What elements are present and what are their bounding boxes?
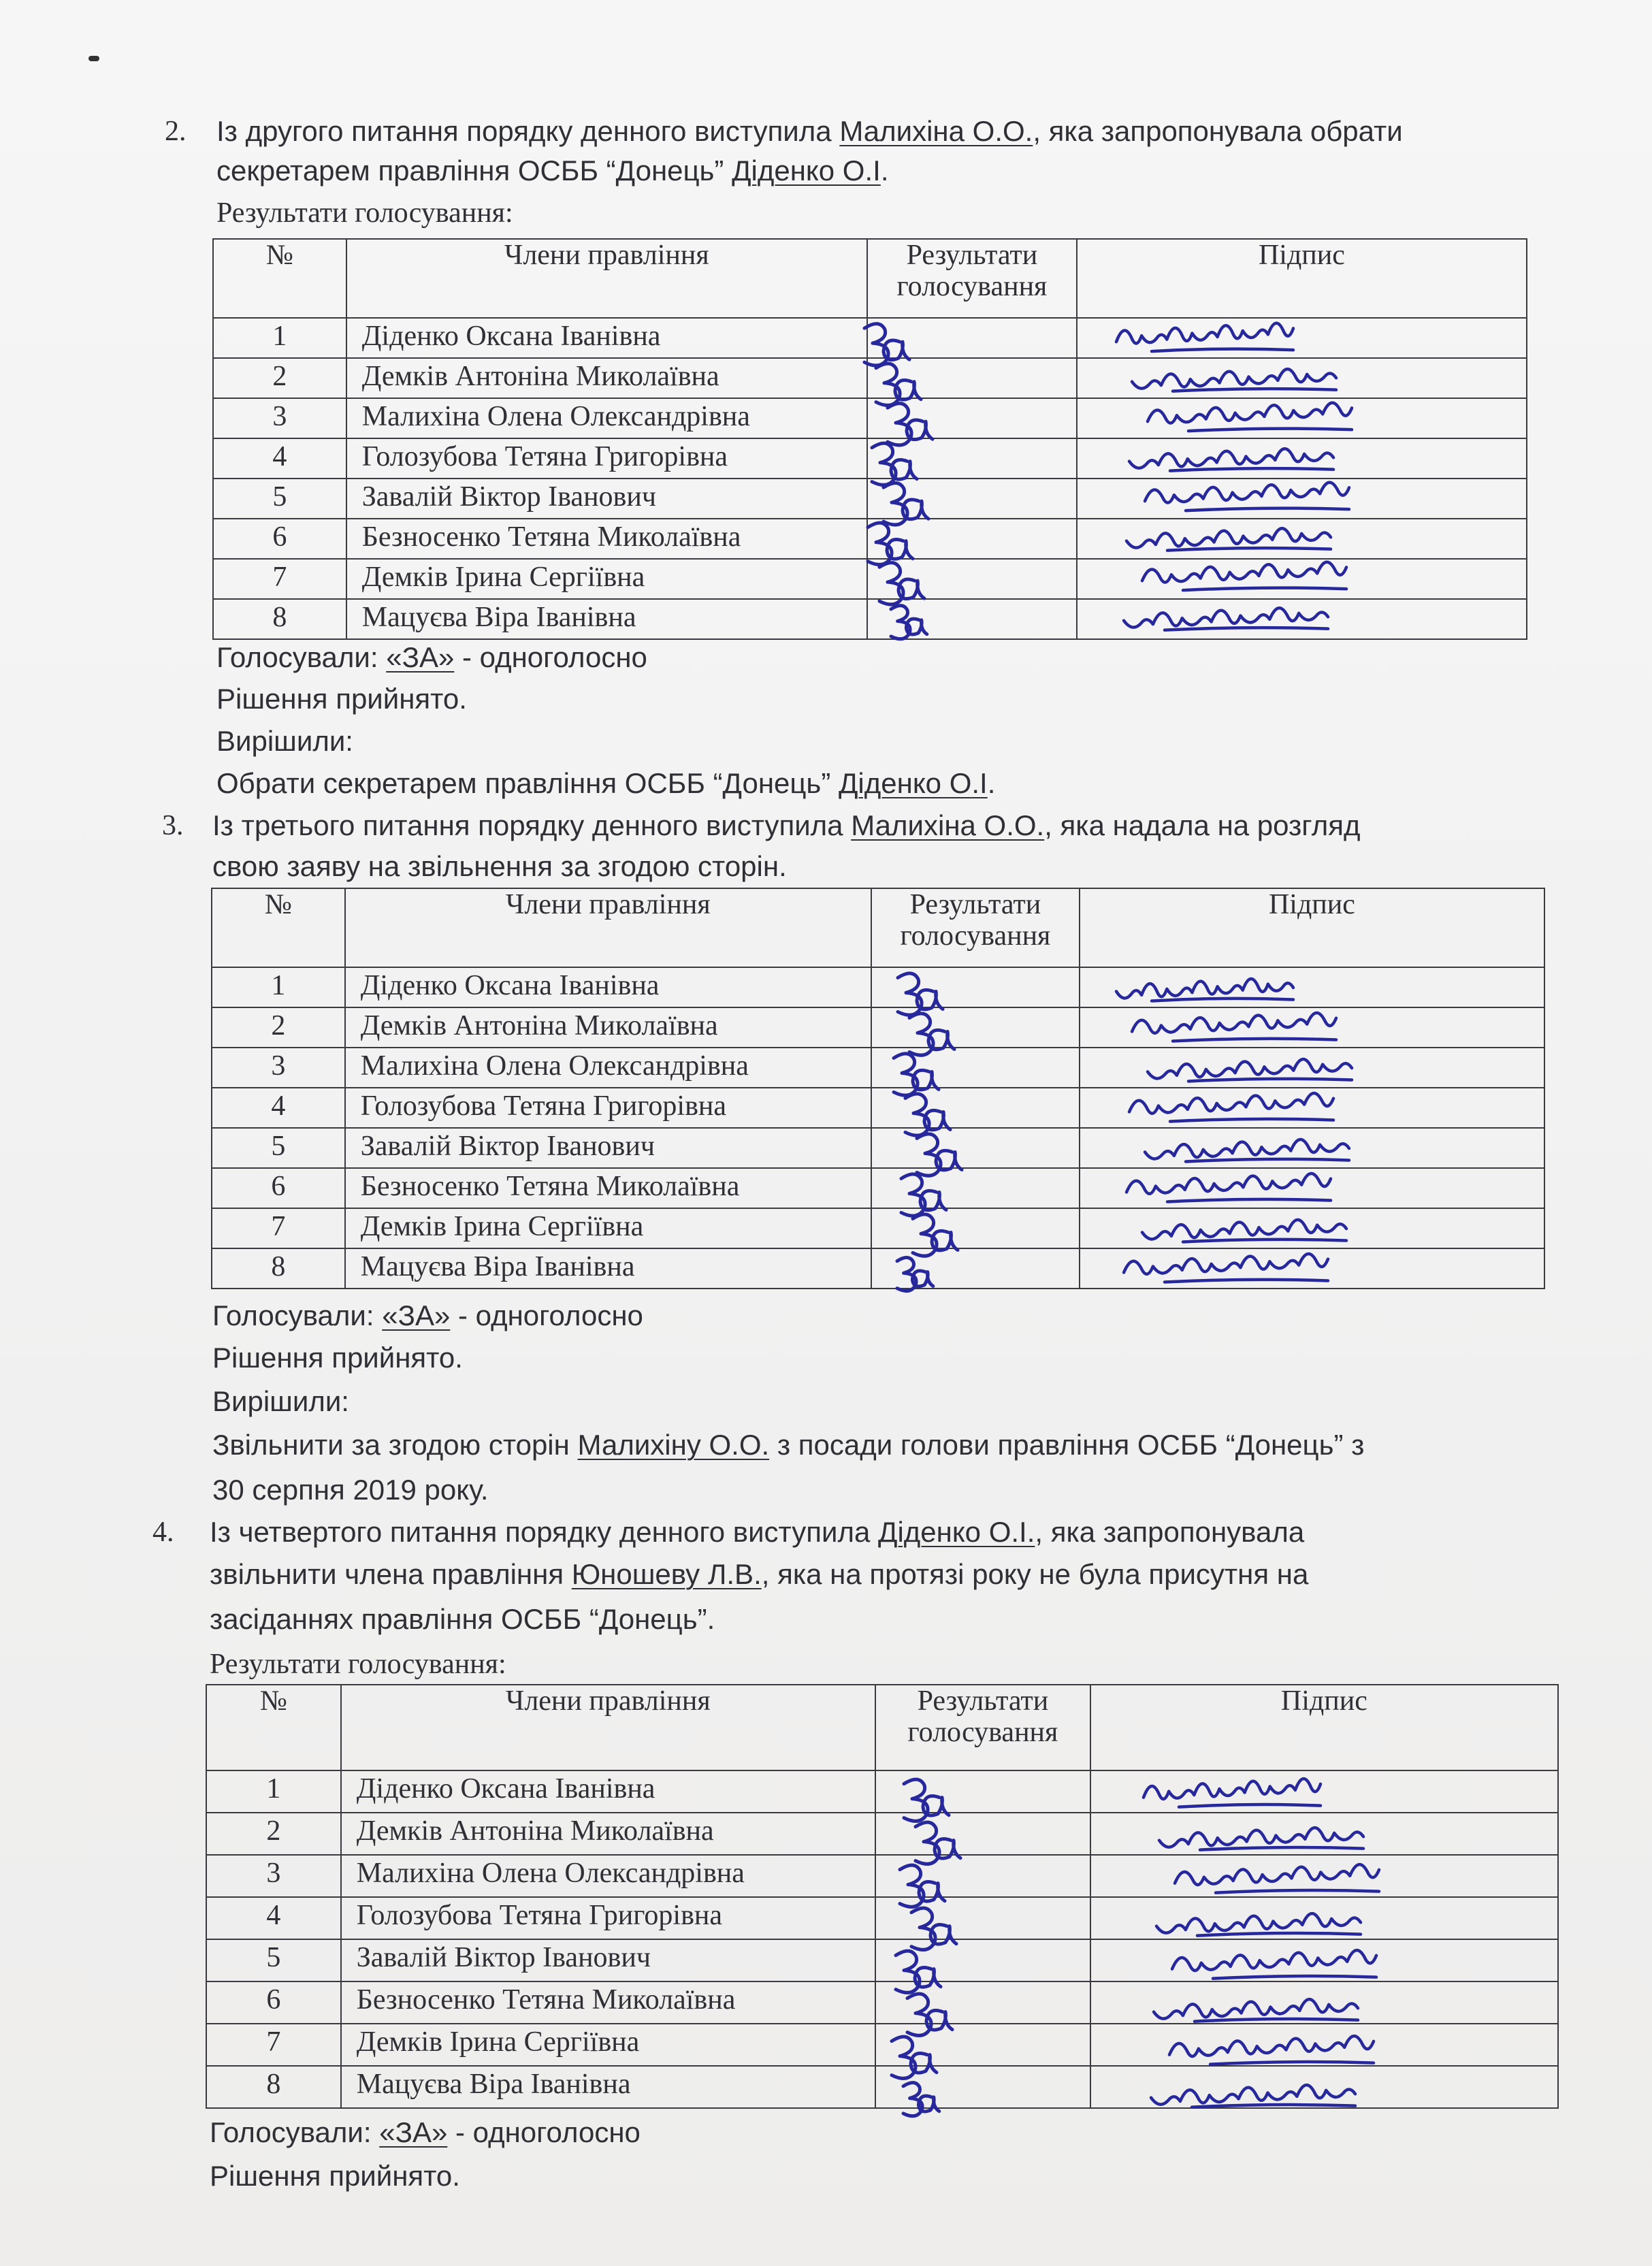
signature-scribble <box>1116 323 1293 351</box>
signature-scribble <box>1145 1139 1349 1161</box>
signature-scribble <box>1129 1093 1333 1121</box>
section-2-line-1: Із другого питання порядку денного виступила Малихіна О.О., яка запропонувала обрати <box>216 115 1403 147</box>
section-3-line-1: Із третього питання порядку денного виступила Малихіна О.О., яка надала на розгляд <box>212 809 1361 841</box>
signature-scribble <box>1156 1913 1361 1935</box>
table-row: 1 Діденко Оксана Іванівна <box>206 1770 1558 1813</box>
za-vote-mark <box>907 1994 952 2035</box>
signature-scribble <box>1129 449 1333 470</box>
resolved-label: Вирішили: <box>216 725 353 757</box>
signature-scribble <box>1148 1059 1352 1081</box>
za-vote-mark <box>864 324 909 366</box>
resolved-label: Вирішили: <box>212 1385 349 1417</box>
za-vote-mark <box>903 2083 939 2116</box>
resolution-line-2: 30 серпня 2019 року. <box>212 1474 489 1506</box>
section-4-line-1: Із четвертого питання порядку денного виступила Діденко О.І., яка запропонувала <box>210 1516 1305 1548</box>
section-4-line-3: засіданнях правління ОСББ “Донець”. <box>210 1603 715 1635</box>
za-vote-mark <box>891 606 927 639</box>
section-2-line-2: секретарем правління ОСББ “Донець” Діденко О.І. <box>216 155 889 187</box>
table-row: 4 Голозубова Тетяна Григорівна <box>206 1897 1558 1939</box>
table-row: 6 Безносенко Тетяна Миколаївна <box>212 1168 1544 1208</box>
za-vote-mark <box>898 973 943 1015</box>
header-signature: Підпис <box>1077 239 1527 318</box>
header-members: Члени правління <box>345 888 871 967</box>
table-row: 6 Безносенко Тетяна Миколаївна <box>206 1981 1558 2024</box>
za-vote-mark <box>897 1257 933 1291</box>
table-row: 8 Мацуєва Віра Іванівна <box>212 1248 1544 1289</box>
signature-scribble <box>1142 1220 1346 1242</box>
za-vote-mark <box>909 1014 954 1055</box>
resolution-line-1: Звільнити за згодою сторін Малихіну О.О. з посади голови правління ОСББ “Донець” з <box>212 1429 1365 1461</box>
za-vote-mark <box>913 1214 958 1256</box>
za-vote-mark <box>904 1779 949 1821</box>
table-row: 5 Завалій Віктор Іванович <box>213 479 1527 519</box>
header-results: Результати голосування <box>871 888 1080 967</box>
signature-scribble <box>1124 1254 1328 1282</box>
table-row: 7 Демків Ірина Сергіївна <box>212 1208 1544 1248</box>
voted-line: Голосували: «ЗА» - одноголосно <box>210 2116 641 2148</box>
signature-scribble <box>1127 528 1331 550</box>
table-row: 3 Малихіна Олена Олександрівна <box>206 1855 1558 1897</box>
table-row: 7 Демків Ірина Сергіївна <box>206 2024 1558 2066</box>
signature-scribble <box>1116 979 1293 1001</box>
header-members: Члени правління <box>346 239 867 318</box>
table-row: 6 Безносенко Тетяна Миколаївна <box>213 519 1527 559</box>
results-label: Результати голосування: <box>216 197 513 229</box>
header-signature: Підпис <box>1090 1685 1558 1770</box>
table-row: 2 Демків Антоніна Миколаївна <box>213 358 1527 398</box>
za-vote-mark <box>888 404 933 445</box>
signature-scribble <box>1154 1999 1358 2021</box>
table-row: 2 Демків Антоніна Миколаївна <box>212 1007 1544 1048</box>
za-vote-mark <box>872 443 917 485</box>
table-row: 1 Діденко Оксана Іванівна <box>212 967 1544 1007</box>
table-row: 2 Демків Антоніна Миколаївна <box>206 1813 1558 1855</box>
signature-scribble <box>1142 562 1346 590</box>
header-signature: Підпис <box>1080 888 1544 967</box>
section-4-number: 4. <box>152 1517 174 1548</box>
table-row: 7 Демків Ірина Сергіївна <box>213 559 1527 599</box>
table-row: 1 Діденко Оксана Іванівна <box>213 318 1527 358</box>
signature-scribble <box>1169 2036 1374 2064</box>
table-row: 4 Голозубова Тетяна Григорівна <box>213 438 1527 479</box>
signature-scribble <box>1159 1828 1363 1849</box>
section-3-line-2: свою заяву на звільнення за згодою сторін. <box>212 850 787 882</box>
za-vote-mark <box>917 1134 962 1176</box>
signature-scribble <box>1132 1013 1336 1041</box>
table-row: 3 Малихіна Олена Олександрівна <box>213 398 1527 438</box>
table-row: 8 Мацуєва Віра Іванівна <box>206 2066 1558 2108</box>
za-vote-mark <box>884 483 928 525</box>
za-vote-mark <box>896 1951 941 1992</box>
results-label: Результати голосування: <box>210 1649 506 1680</box>
section-4-line-2: звільнити члена правління Юношеву Л.В., яка на протязі року не була присутня на <box>210 1558 1309 1590</box>
header-results: Результати голосування <box>875 1685 1090 1770</box>
table-row: 5 Завалій Віктор Іванович <box>212 1128 1544 1168</box>
decision-line: Рішення прийнято. <box>216 683 467 715</box>
section-3-number: 3. <box>162 810 184 841</box>
header-num: № <box>213 239 346 318</box>
table-row: 4 Голозубова Тетяна Григорівна <box>212 1088 1544 1128</box>
candidate-name: Діденко О.І <box>732 155 881 187</box>
za-vote-mark <box>905 1094 950 1135</box>
resolution-line: Обрати секретарем правління ОСББ “Донець” Діденко О.І. <box>216 767 996 799</box>
za-vote-mark <box>894 1054 939 1095</box>
za-vote-mark <box>868 523 913 564</box>
signature-scribble <box>1148 403 1352 431</box>
signature-scribble <box>1145 483 1349 511</box>
header-num: № <box>212 888 345 967</box>
decision-line: Рішення прийнято. <box>212 1342 463 1374</box>
section-2-number: 2. <box>165 116 187 147</box>
signature-scribble <box>1172 1950 1376 1978</box>
voted-line: Голосували: «ЗА» - одноголосно <box>216 641 647 673</box>
za-vote-mark <box>876 363 921 405</box>
za-vote-mark <box>900 1865 945 1907</box>
header-results: Результати голосування <box>867 239 1077 318</box>
decision-line: Рішення прийнято. <box>210 2160 460 2192</box>
signature-scribble <box>1132 369 1336 391</box>
signature-scribble <box>1151 2085 1355 2107</box>
za-vote-mark <box>901 1174 946 1216</box>
signature-scribble <box>1127 1174 1331 1201</box>
za-vote-mark <box>911 1908 956 1949</box>
voted-line: Голосували: «ЗА» - одноголосно <box>212 1299 643 1331</box>
za-vote-mark <box>879 563 924 604</box>
table-row: 3 Малихіна Олена Олександрівна <box>212 1048 1544 1088</box>
speaker-name: Малихіна О.О. <box>839 115 1033 147</box>
za-vote-mark <box>916 1822 960 1864</box>
za-vote-mark <box>892 2037 937 2078</box>
signature-scribble <box>1175 1864 1379 1892</box>
header-num: № <box>206 1685 341 1770</box>
signature-scribble <box>1124 608 1328 630</box>
signature-scribble <box>1144 1779 1321 1807</box>
table-row: 8 Мацуєва Віра Іванівна <box>213 599 1527 639</box>
header-members: Члени правління <box>341 1685 875 1770</box>
table-row: 5 Завалій Віктор Іванович <box>206 1939 1558 1981</box>
